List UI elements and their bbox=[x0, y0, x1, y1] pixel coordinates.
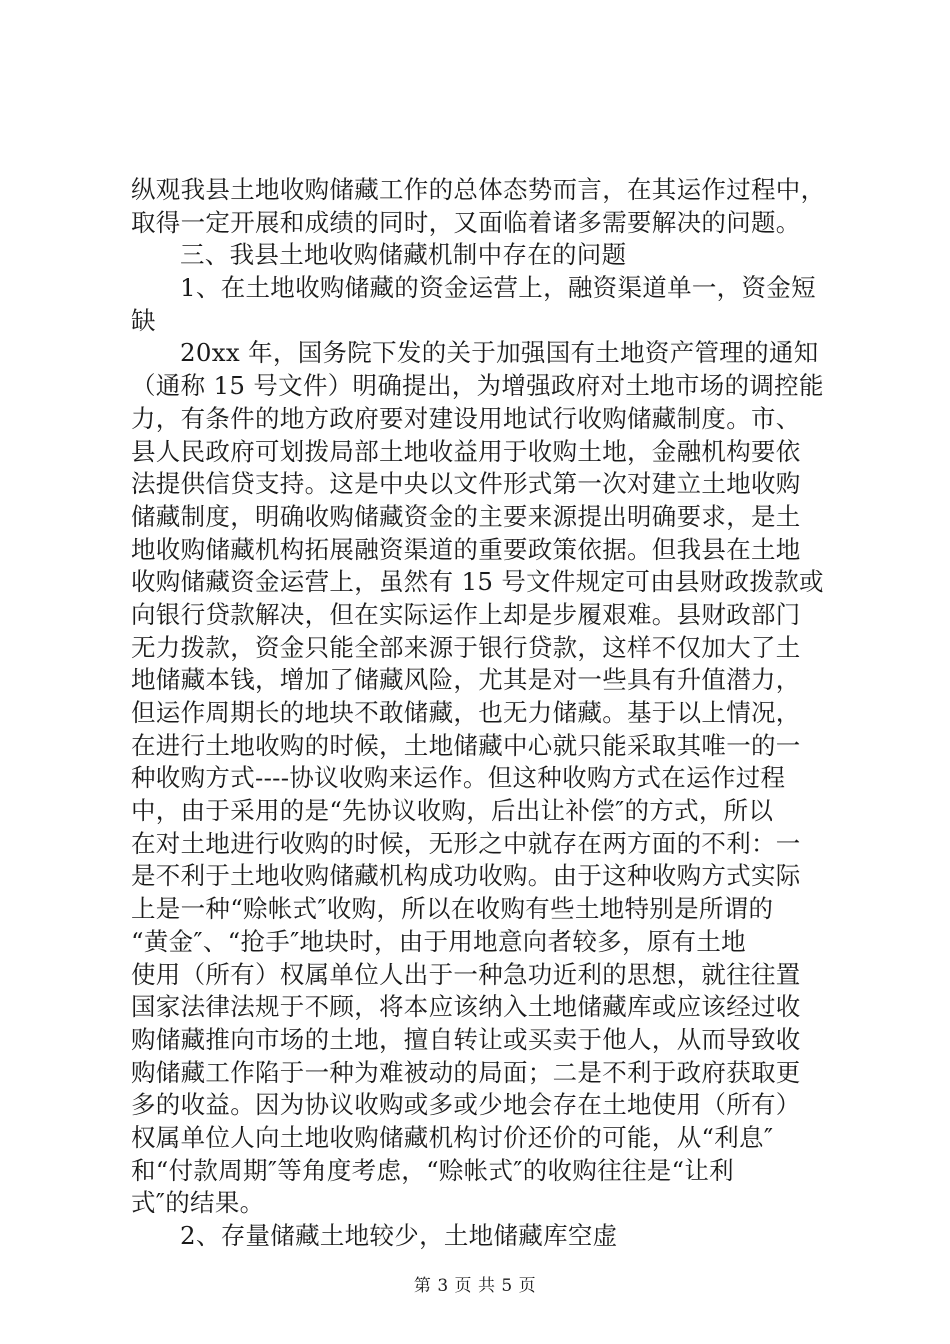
text-line: 法提供信贷支持。这是中央以文件形式第一次对建立土地收购 bbox=[131, 469, 801, 499]
text-line: 购储藏工作陷于一种为难被动的局面；二是不利于政府获取更 bbox=[131, 1057, 801, 1087]
text-line: 国家法律法规于不顾，将本应该纳入土地储藏库或应该经过收 bbox=[131, 992, 801, 1022]
text-line: 种收购方式----协议收购来运作。但这种收购方式在运作过程 bbox=[131, 763, 786, 793]
text-line: 力，有条件的地方政府要对建设用地试行收购储藏制度。市、 bbox=[131, 403, 801, 433]
text-line: 上是一种“赊帐式″收购，所以在收购有些土地特别是所谓的 bbox=[131, 894, 774, 924]
page-footer: 第 3 页 共 5 页 bbox=[413, 1276, 537, 1296]
text-line: 取得一定开展和成绩的同时，又面临着诸多需要解决的问题。 bbox=[131, 207, 801, 237]
text-line: 但运作周期长的地块不敢储藏，也无力储藏。基于以上情况， bbox=[131, 698, 801, 727]
text-line: 在进行土地收购的时候，土地储藏中心就只能采取其唯一的一 bbox=[131, 730, 801, 760]
text-line: 和“付款周期″等角度考虑，“赊帐式″的收购往往是“让利 bbox=[131, 1155, 734, 1185]
text-line: 购储藏推向市场的土地，擅自转让或买卖于他人，从而导致收 bbox=[131, 1024, 801, 1054]
text-line: 式″的结果。 bbox=[131, 1188, 265, 1218]
text-line: 缺 bbox=[131, 305, 156, 335]
document-body bbox=[131, 174, 831, 1253]
text-line: 1、在土地收购储藏的资金运营上，融资渠道单一，资金短 bbox=[180, 273, 816, 303]
text-line: 纵观我县土地收购储藏工作的总体态势而言，在其运作过程中， bbox=[131, 175, 826, 204]
text-line: 是不利于土地收购储藏机构成功收购。由于这种收购方式实际 bbox=[131, 861, 801, 891]
text-line: “黄金″、“抢手″地块时，由于用地意向者较多，原有土地 bbox=[131, 926, 746, 956]
text-line: 使用（所有）权属单位人出于一种急功近利的思想，就往往置 bbox=[131, 959, 801, 989]
text-line: 储藏制度，明确收购储藏资金的主要来源提出明确要求，是土 bbox=[131, 501, 801, 531]
text-line: 无力拨款，资金只能全部来源于银行贷款，这样不仅加大了土 bbox=[131, 632, 801, 662]
text-line: （通称 15 号文件）明确提出，为增强政府对土地市场的调控能 bbox=[131, 371, 824, 401]
text-line: 收购储藏资金运营上，虽然有 15 号文件规定可由县财政拨款或 bbox=[131, 567, 824, 597]
text-line: 三、我县土地收购储藏机制中存在的问题 bbox=[180, 240, 627, 270]
text-line: 20xx 年，国务院下发的关于加强国有土地资产管理的通知 bbox=[180, 338, 819, 368]
text-line: 向银行贷款解决，但在实际运作上却是步履艰难。县财政部门 bbox=[131, 599, 801, 629]
text-line: 2、存量储藏土地较少，土地储藏库空虚 bbox=[180, 1221, 618, 1250]
text-line: 在对土地进行收购的时候，无形之中就存在两方面的不利：一 bbox=[131, 828, 801, 858]
text-line: 中，由于采用的是“先协议收购，后出让补偿″的方式，所以 bbox=[131, 796, 774, 826]
text-line: 县人民政府可划拨局部土地收益用于收购土地，金融机构要依 bbox=[131, 436, 801, 466]
text-line: 权属单位人向土地收购储藏机构讨价还价的可能，从“利息″ bbox=[131, 1122, 774, 1152]
text-line: 多的收益。因为协议收购或多或少地会存在土地使用（所有） bbox=[131, 1090, 801, 1120]
text-line: 地储藏本钱，增加了储藏风险，尤其是对一些具有升值潜力， bbox=[131, 665, 801, 695]
text-line: 地收购储藏机构拓展融资渠道的重要政策依据。但我县在土地 bbox=[131, 534, 801, 564]
